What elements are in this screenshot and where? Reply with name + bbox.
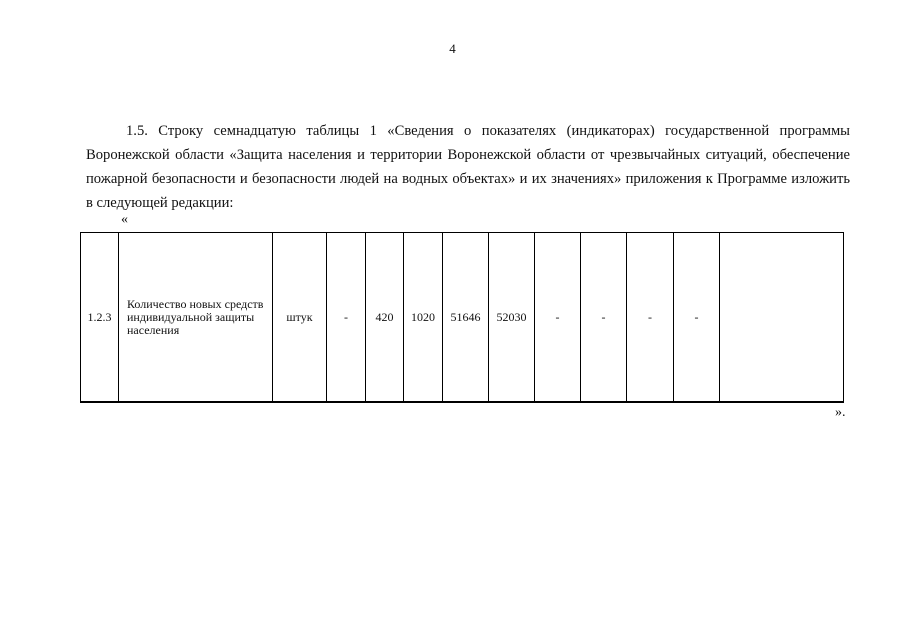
amendment-paragraph: 1.5. Строку семнадцатую таблицы 1 «Сведения о показателях (индикаторах) государственной программы Воронежской области «Защита населения и территории Воронежской области от чрезвычайных ситуаций, обеспечение пожарной безопасности и безопасности людей на водных объектах» и их значениях» приложения к Программе изложить в следующей редакции: — [86, 122, 850, 211]
value-cell-7: - — [581, 233, 627, 403]
page-number: 4 — [449, 41, 456, 56]
indicator-name-cell: Количество новых средств индивидуальной защиты населения — [119, 233, 273, 403]
unit-cell: штук — [273, 233, 327, 403]
opening-quote-mark: « — [121, 212, 128, 227]
value-cell-3: 1020 — [404, 233, 443, 403]
table-row — [81, 233, 844, 403]
value-cell-10 — [720, 233, 844, 403]
indicator-table — [80, 232, 844, 403]
value-cell-4: 51646 — [443, 233, 489, 403]
row-number-cell: 1.2.3 — [81, 233, 119, 403]
value-cell-8: - — [627, 233, 674, 403]
value-cell-2: 420 — [366, 233, 404, 403]
value-cell-1: - — [327, 233, 366, 403]
value-cell-5: 52030 — [489, 233, 535, 403]
closing-quote-mark: ». — [835, 405, 846, 420]
value-cell-9: - — [674, 233, 720, 403]
value-cell-6: - — [535, 233, 581, 403]
